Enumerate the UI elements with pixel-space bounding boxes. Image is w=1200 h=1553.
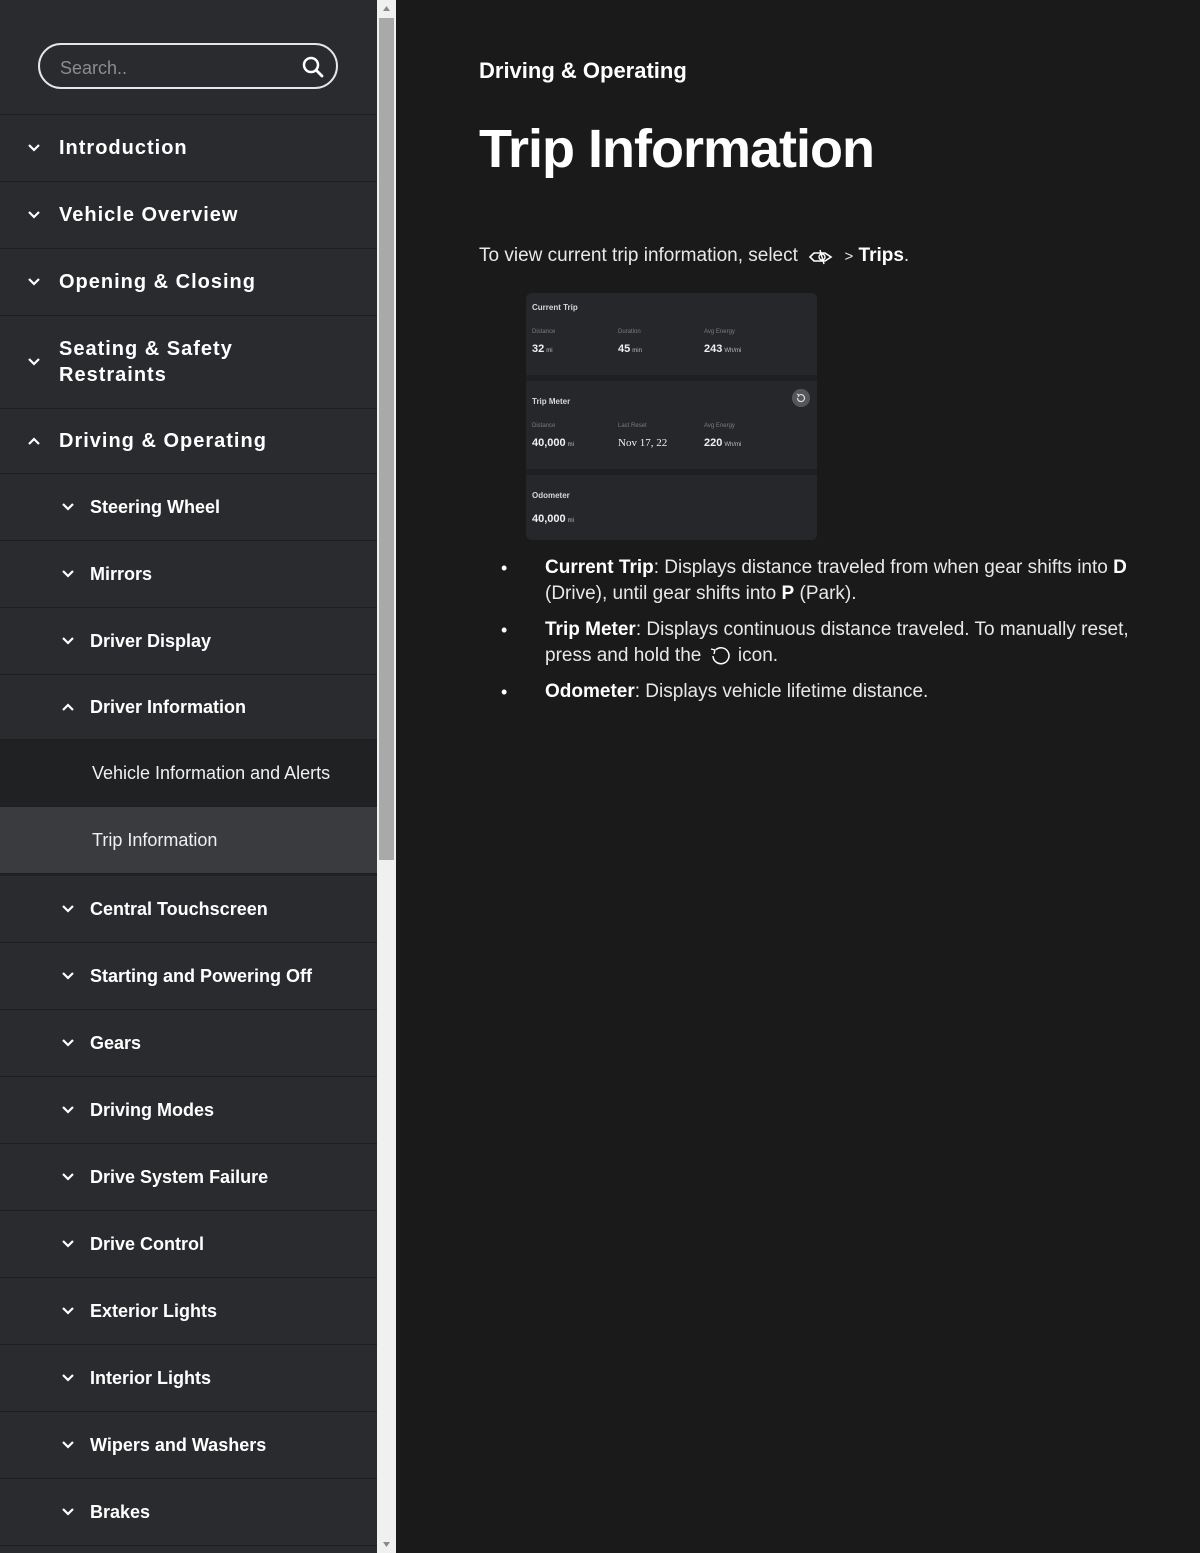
nav-label: Vehicle Information and Alerts: [92, 762, 331, 783]
scrollbar-thumb[interactable]: [379, 18, 394, 860]
nav-label: Central Touchscreen: [90, 898, 268, 919]
stat-number: 40,000: [532, 437, 566, 449]
stat-number: 40,000: [532, 513, 566, 525]
nav-vehicle-info-alerts[interactable]: [0, 740, 377, 807]
stat-value: [532, 437, 574, 449]
stat-unit: mi: [546, 348, 553, 354]
stat-value: [532, 513, 574, 525]
chevron-down-icon: [61, 1237, 75, 1251]
nav-central-touchscreen[interactable]: [0, 876, 377, 943]
nav-label: Brakes: [90, 1501, 151, 1522]
chevron-down-icon: [61, 1438, 75, 1452]
scroll-up-arrow-icon[interactable]: [377, 0, 396, 17]
stat-number: 220: [704, 437, 723, 449]
nav-label: Opening & Closing: [59, 271, 256, 293]
chevron-down-icon: [61, 634, 75, 648]
stat-label: Distance: [532, 423, 556, 429]
stat-unit: mi: [567, 518, 574, 524]
stat-value: [704, 343, 741, 355]
list-item: [501, 555, 1141, 607]
chevron-down-icon: [27, 275, 41, 289]
nav-label: Seating & Safety Restraints: [59, 338, 233, 386]
nav-starting-powering-off[interactable]: [0, 943, 377, 1010]
nav-label: Exterior Lights: [90, 1300, 218, 1321]
nav-driving-modes[interactable]: [0, 1077, 377, 1144]
nav-trip-information[interactable]: [0, 807, 377, 874]
gear-letter: P: [781, 583, 795, 604]
nav-label: Starting and Powering Off: [90, 965, 313, 986]
intro-end: .: [903, 245, 910, 266]
nav-label: Gears: [90, 1032, 142, 1053]
nav-drive-system-failure[interactable]: [0, 1144, 377, 1211]
stat-label: Duration: [618, 329, 641, 335]
stat-value: [532, 343, 553, 355]
nav-vehicle-overview[interactable]: [0, 182, 377, 249]
nav-label: Introduction: [59, 137, 188, 159]
desc: : Displays continuous distance traveled. To manually reset, press and hold the: [545, 619, 1129, 666]
chevron-up-icon: [27, 434, 41, 448]
odometer-panel: [526, 475, 817, 540]
reset-icon: [707, 645, 733, 667]
nav-seating-safety[interactable]: [0, 316, 377, 409]
trip-meter-panel: [526, 381, 817, 469]
search-icon[interactable]: [302, 56, 324, 78]
nav-label: Driving & Operating: [59, 430, 267, 452]
nav-mirrors[interactable]: [0, 541, 377, 608]
desc: icon.: [732, 645, 779, 666]
nav-label: Trip Information: [92, 829, 218, 850]
chevron-down-icon: [61, 567, 75, 581]
chevron-down-icon: [27, 141, 41, 155]
chevron-down-icon: [27, 355, 41, 369]
current-trip-panel: [526, 293, 817, 375]
odometer-title: Odometer: [532, 491, 570, 500]
main-content: [396, 0, 1200, 1553]
chevron-down-icon: [61, 500, 75, 514]
nav-label: Driving Modes: [90, 1099, 215, 1120]
nav-driver-display[interactable]: [0, 608, 377, 675]
stat-value: [618, 437, 667, 449]
desc: (Park).: [794, 583, 857, 604]
breadcrumb[interactable]: Driving & Operating: [479, 58, 687, 83]
reset-icon: [792, 389, 810, 407]
nav-gears[interactable]: [0, 1010, 377, 1077]
stat-value: [704, 437, 741, 449]
chevron-down-icon: [27, 208, 41, 222]
chevron-down-icon: [61, 902, 75, 916]
nav-interior-lights[interactable]: [0, 1345, 377, 1412]
intro-text: To view current trip information, select: [479, 245, 798, 266]
nav-label: Driver Display: [90, 630, 212, 651]
car-controls-icon: [807, 247, 835, 265]
stat-unit: mi: [567, 442, 574, 448]
chevron-down-icon: [61, 1170, 75, 1184]
chevron-down-icon: [61, 1103, 75, 1117]
search-area: [0, 0, 377, 115]
sidebar-scrollbar[interactable]: [377, 0, 396, 1553]
nav-wipers-washers[interactable]: [0, 1412, 377, 1479]
chevron-down-icon: [61, 1304, 75, 1318]
nav-drive-control[interactable]: [0, 1211, 377, 1278]
intro-paragraph: [479, 245, 909, 267]
nav-label: Steering Wheel: [90, 496, 221, 517]
nav-introduction[interactable]: [0, 115, 377, 182]
page-title: Trip Information: [479, 119, 874, 179]
stat-number: 45: [618, 343, 631, 355]
scroll-down-arrow-icon[interactable]: [377, 1536, 396, 1553]
nav-driver-information[interactable]: [0, 675, 377, 740]
nav-opening-closing[interactable]: [0, 249, 377, 316]
term: Odometer: [545, 681, 635, 702]
desc: (Drive), until gear shifts into: [545, 583, 782, 604]
desc: : Displays distance traveled from when gear shifts into: [653, 557, 1114, 578]
nav-label: Driver Information: [90, 696, 247, 717]
stat-unit: min: [632, 348, 642, 354]
stat-number: Nov 17, 22: [618, 437, 668, 449]
chevron-up-icon: [61, 700, 75, 714]
intro-target: Trips: [858, 245, 904, 266]
nav-brakes[interactable]: [0, 1479, 377, 1546]
nav-exterior-lights[interactable]: [0, 1278, 377, 1345]
nav-label: Wipers and Washers: [90, 1434, 267, 1455]
list-item: [501, 617, 1141, 669]
stat-number: 32: [532, 343, 545, 355]
nav-label: Drive System Failure: [90, 1166, 269, 1187]
feature-list: [501, 555, 1141, 715]
sidebar: [0, 0, 377, 1553]
stat-label: Avg Energy: [704, 423, 735, 429]
stat-number: 243: [704, 343, 723, 355]
chevron-down-icon: [61, 1371, 75, 1385]
stat-label: Avg Energy: [704, 329, 735, 335]
search-input[interactable]: [58, 55, 292, 81]
trip-meter-title: Trip Meter: [532, 397, 571, 406]
current-trip-title: Current Trip: [532, 303, 578, 312]
chevron-down-icon: [61, 969, 75, 983]
gear-letter: D: [1113, 557, 1127, 578]
stat-unit: Wh/mi: [724, 348, 742, 354]
chevron-down-icon: [61, 1505, 75, 1519]
intro-separator: >: [844, 248, 854, 265]
nav-label: Interior Lights: [90, 1367, 211, 1388]
stat-value: [618, 343, 642, 355]
nav-driving-operating[interactable]: [0, 409, 377, 474]
chevron-down-icon: [61, 1036, 75, 1050]
stat-label: Distance: [532, 329, 556, 335]
nav-label: Drive Control: [90, 1233, 205, 1254]
desc: : Displays vehicle lifetime distance.: [634, 681, 929, 702]
trip-info-screenshot: [526, 293, 817, 540]
term: Current Trip: [545, 557, 654, 578]
nav-label: Vehicle Overview: [59, 204, 239, 226]
search-field[interactable]: [38, 43, 338, 89]
term: Trip Meter: [545, 619, 636, 640]
stat-unit: Wh/mi: [724, 442, 742, 448]
nav-label: Mirrors: [90, 563, 153, 584]
list-item: [501, 679, 1141, 705]
nav-steering-wheel[interactable]: [0, 474, 377, 541]
stat-label: Last Reset: [618, 423, 647, 429]
